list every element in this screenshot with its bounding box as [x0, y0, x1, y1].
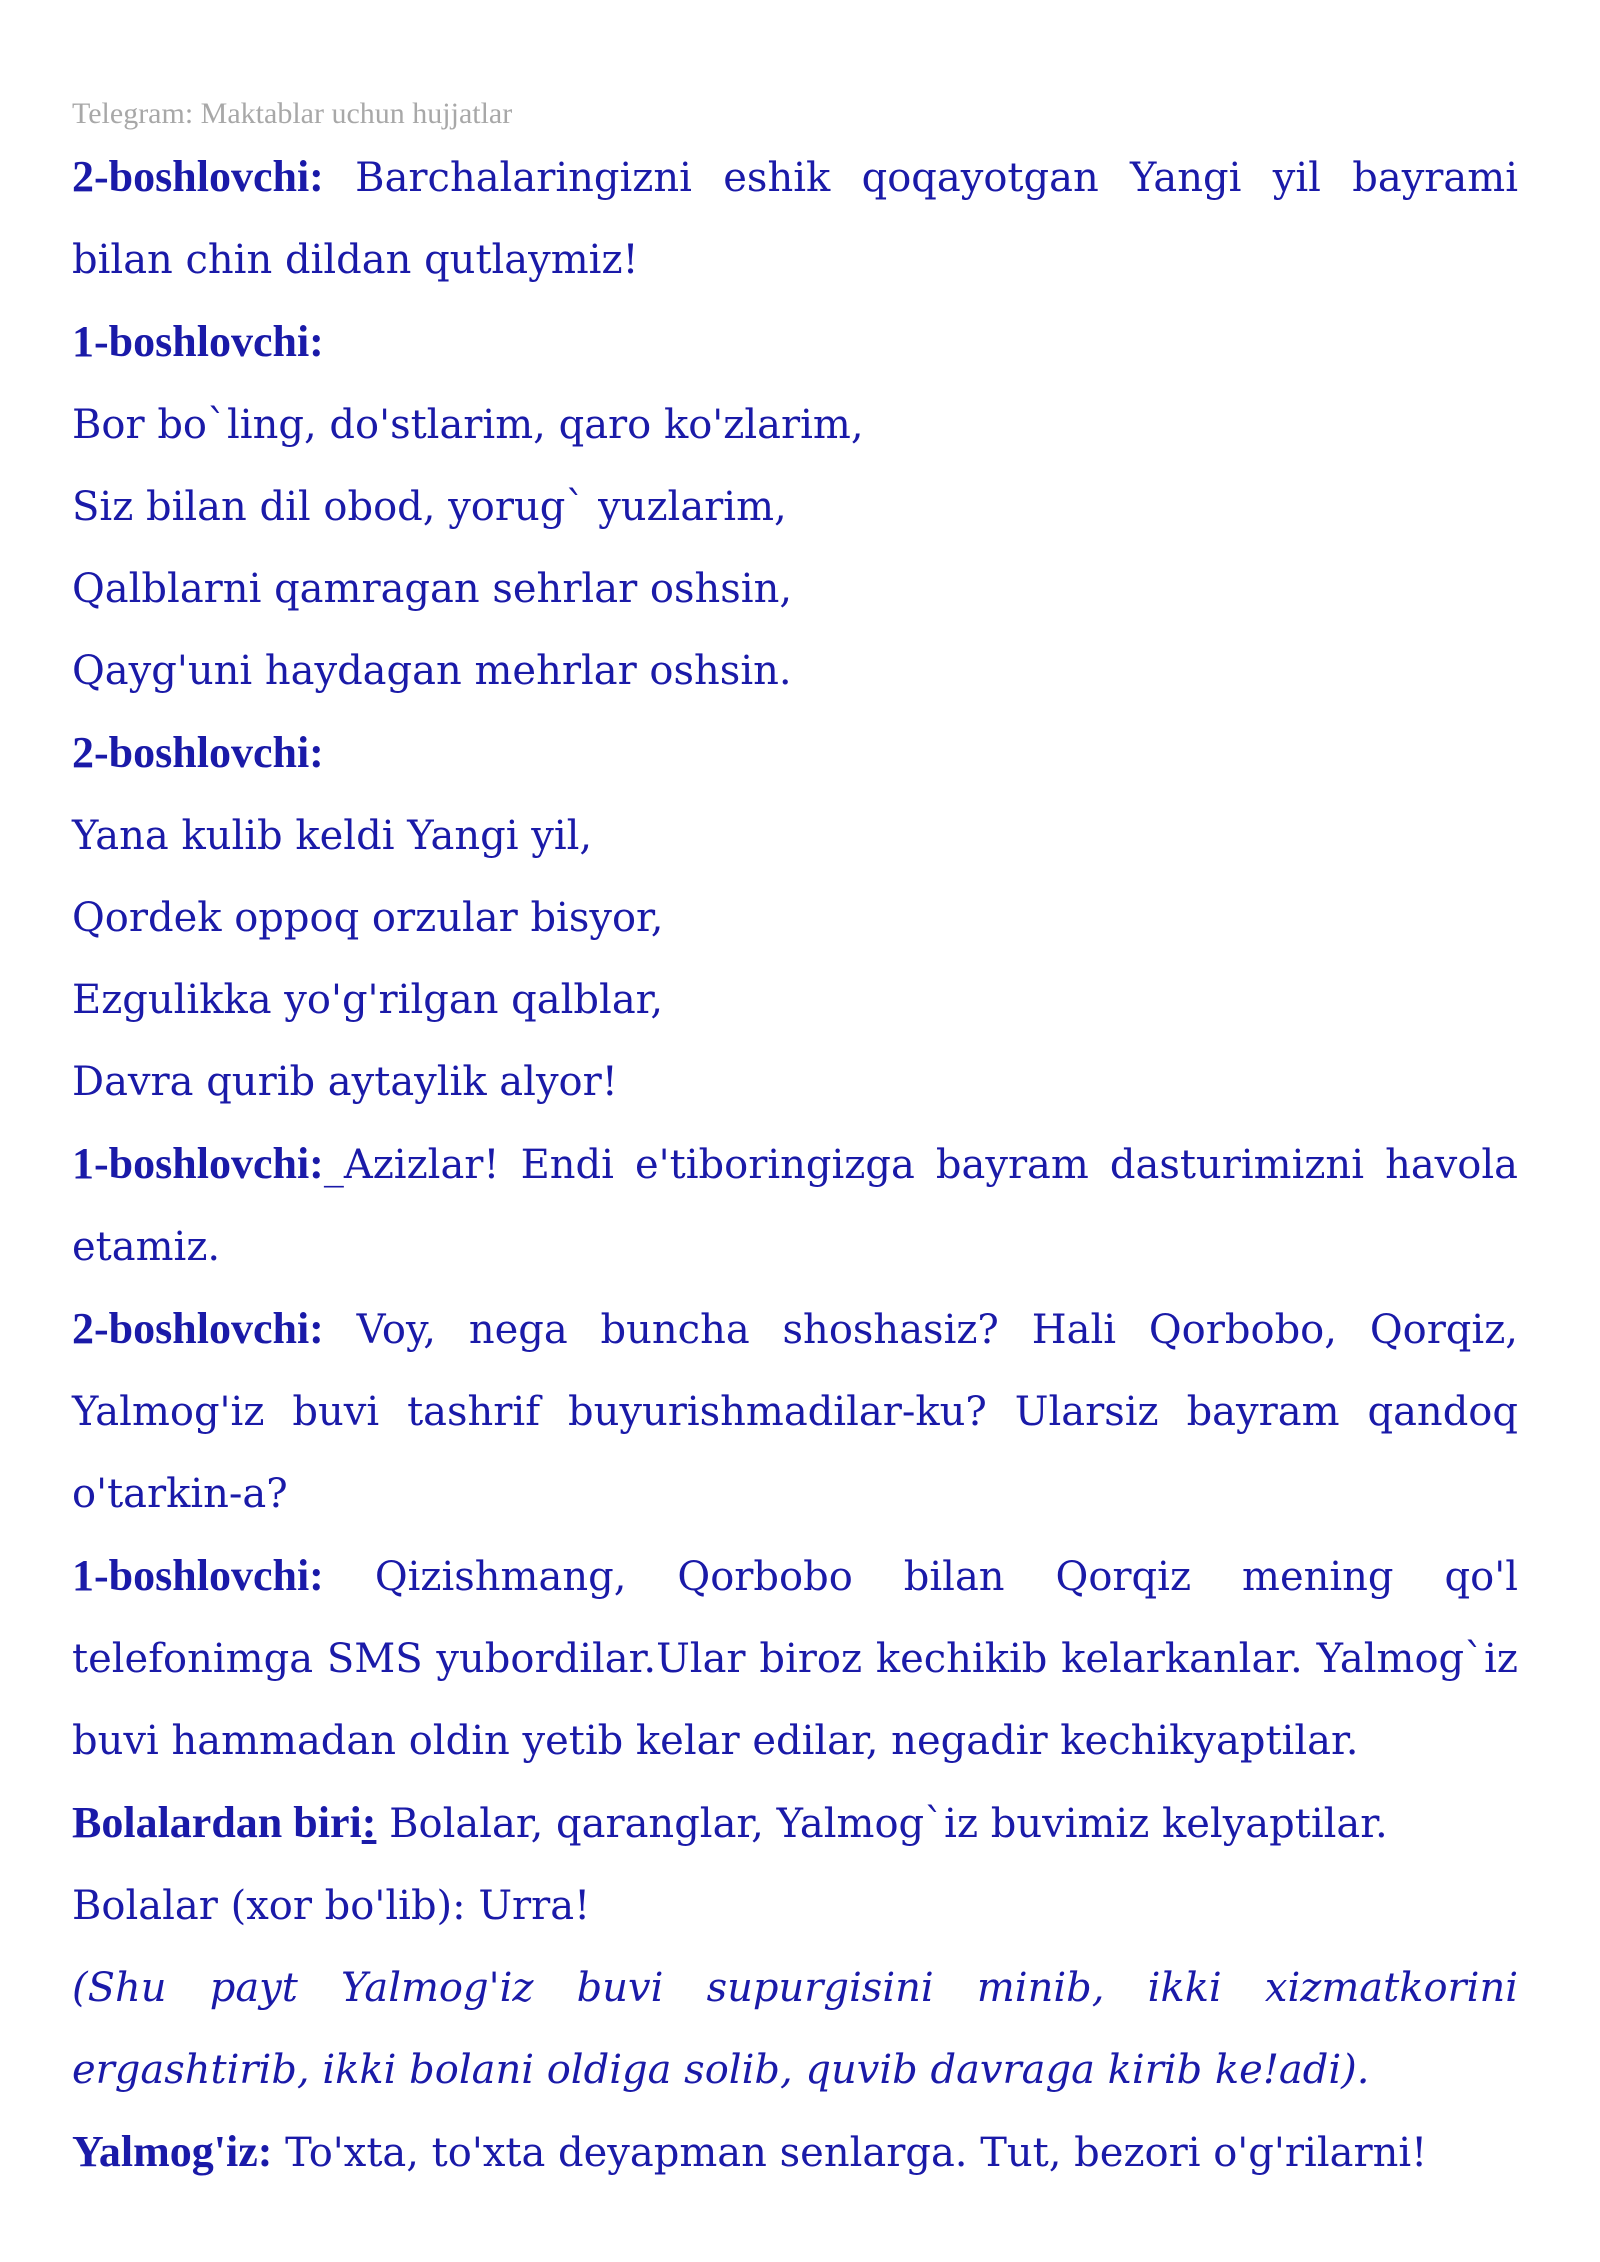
speaker-label: 1-boshlovchi: — [72, 1551, 324, 1600]
dialogue-line — [72, 301, 1518, 384]
line-text: Voy, nega buncha shoshasiz? Hali Qorbobo, Qorqiz, Yalmog'iz buvi tashrif buyurishmadilar-ku? Ularsiz bayram qandoq o'tarkin-a? — [72, 1307, 1518, 1517]
speaker-colon: : — [361, 1798, 377, 1847]
poem-line: Bor bo`ling, do'stlarim, qaro ko'zlarim, — [72, 402, 864, 448]
speaker-label: 1-boshlovchi: — [72, 1139, 324, 1188]
stage-direction: (Shu payt Yalmog'iz buvi supurgisini minib, ikki xizmatkorini ergashtirib, ikki bolani oldiga solib, quvib davraga kirib ke!adi). — [72, 1965, 1518, 2093]
poem-line: Qayg'uni haydagan mehrlar oshsin. — [72, 648, 792, 694]
dialogue-line — [72, 1288, 1518, 1535]
poem-line: Qordek oppoq orzular bisyor, — [72, 895, 664, 941]
document-body — [72, 136, 1518, 2194]
line-text: Bolalar, qaranglar, Yalmog`iz buvimiz kelyaptilar. — [376, 1801, 1388, 1847]
dialogue-line — [72, 712, 1518, 795]
line-text: Barchalaringizni eshik qoqayotgan Yangi yil bayrami bilan chin dildan qutlaymiz! — [72, 155, 1518, 283]
speaker-label: Yalmog'iz: — [72, 2127, 273, 2176]
line-text: _Azizlar! Endi e'tiboringizga bayram dasturimizni havola etamiz. — [72, 1142, 1518, 1270]
speaker-label: 2-boshlovchi: — [72, 1304, 324, 1353]
dialogue-line — [72, 2111, 1518, 2194]
poem-line: Yana kulib keldi Yangi yil, — [72, 813, 593, 859]
line-text: Qizishmang, Qorbobo bilan Qorqiz mening qo'l telefonimga SMS yubordilar.Ular biroz kechikib kelarkanlar. Yalmog`iz buvi hammadan oldin yetib kelar edilar, negadir kechikyaptilar. — [72, 1554, 1518, 1764]
poem-line: Ezgulikka yo'g'rilgan qalblar, — [72, 977, 664, 1023]
dialogue-line — [72, 136, 1518, 301]
dialogue-line — [72, 1123, 1518, 1288]
line-text: To'xta, to'xta deyapman senlarga. Tut, bezori o'g'rilarni! — [272, 2130, 1428, 2176]
dialogue-line: Bolalar (xor bo'lib): Urra! — [72, 1883, 591, 1929]
dialogue-line — [72, 1535, 1518, 1782]
page-header: Telegram: Maktablar uchun hujjatlar — [72, 97, 513, 130]
poem-line: Siz bilan dil obod, yorug` yuzlarim, — [72, 484, 787, 530]
poem-line: Qalblarni qamragan sehrlar oshsin, — [72, 566, 793, 612]
poem-line: Davra qurib aytaylik alyor! — [72, 1059, 618, 1105]
speaker-label: Bolalardan biri — [72, 1798, 362, 1847]
document-page — [72, 92, 1518, 2194]
speaker-label: 1-boshlovchi: — [72, 317, 324, 366]
speaker-label: 2-boshlovchi: — [72, 728, 324, 777]
dialogue-line — [72, 1782, 1518, 1865]
speaker-label: 2-boshlovchi: — [72, 152, 324, 201]
